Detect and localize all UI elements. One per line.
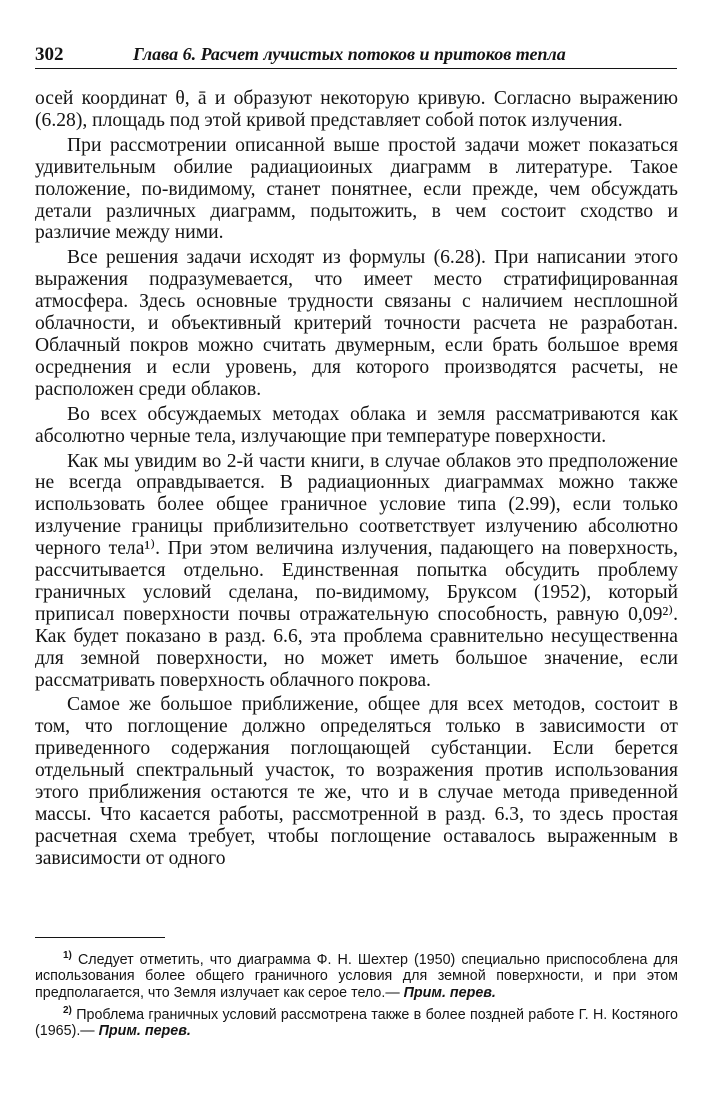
footnote-1 [35,948,678,1002]
paragraph-1: осей координат θ, ā и образуют некоторую кривую. Согласно выражению (6.28), площадь под этой кривой представляет собой поток излучения. [35,88,678,131]
running-head: Глава 6. Расчет лучистых потоков и притоков тепла [133,44,566,64]
footnote-text: Следует отметить, что диаграмма Ф. Н. Шехтер (1950) специально приспособлена для использования более общего граничного условия для земной поверхности, и при этом предполагается, что Земля излучает как серое тело.— [35,951,678,1001]
paragraph-6: Самое же большое приближение, общее для всех методов, состоит в том, что поглощение должно определяться только в зависимости от приведенного содержания поглощающей субстанции. Если берется отдельный спектральный участок, то возражения против использования этого приближения остаются те же, что и в случае метода приведенной массы. Что касается работы, рассмотренной в разд. 6.3, то здесь простая расчетная схема требует, чтобы поглощение оставалось выраженным в зависимости от одного [35,694,678,869]
paragraph-5: Как мы увидим во 2-й части книги, в случае облаков это предположение не всегда оправдывается. В радиационных диаграммах можно также использовать более общее граничное условие типа (2.99), если только излучение границы приблизительно соответствует излучению абсолютно черного тела¹⁾. При этом величина излучения, падающего на поверхность, рассчитывается отдельно. Единственная попытка обсудить проблему граничных условий сделана, по-видимому, Бруксом (1952), который приписал поверхности почвы отражательную способность, равную 0,09²⁾. Как будет показано в разд. 6.6, эта проблема сравнительно несущественна для земной поверхности, но может иметь большое значение, если рассматривать поверхность облачного покрова. [35,450,678,691]
footnotes [35,948,678,1041]
translator-note: Прим. перев. [98,1022,191,1039]
paragraph-4: Во всех обсуждаемых методах облака и земля рассматриваются как абсолютно черные тела, излучающие при температуре поверхности. [35,403,678,447]
translator-note: Прим. перев. [403,984,496,1001]
footnote-mark: 2) [63,1004,72,1016]
footnote-2 [35,1003,678,1040]
body-text [35,88,678,873]
page-number: 302 [35,44,64,65]
paragraph-3: Все решения задачи исходят из формулы (6.28). При написании этого выражения подразумевается, что имеет место стратифицированная атмосфера. Здесь основные трудности связаны с наличием несплошной облачности, и объективный критерий точности расчета не разработан. Облачный покров можно считать двумерным, если брать большое время осреднения и если уровень, для которого производятся расчеты, не расположен среди облаков. [35,247,678,400]
footnote-text: Проблема граничных условий рассмотрена также в более поздней работе Г. Н. Костяного (1965).— [35,1006,678,1039]
page-header [35,42,677,69]
footnote-divider [35,937,165,938]
footnote-mark: 1) [63,950,72,961]
paragraph-2: При рассмотрении описанной выше простой задачи может показаться удивительным обилие радиациоиных диаграмм в литературе. Такое положение, по-видимому, станет понятнее, если прежде, чем обсуждать детали различных диаграмм, подытожить, в чем состоит сходство и различие между ними. [35,134,678,244]
